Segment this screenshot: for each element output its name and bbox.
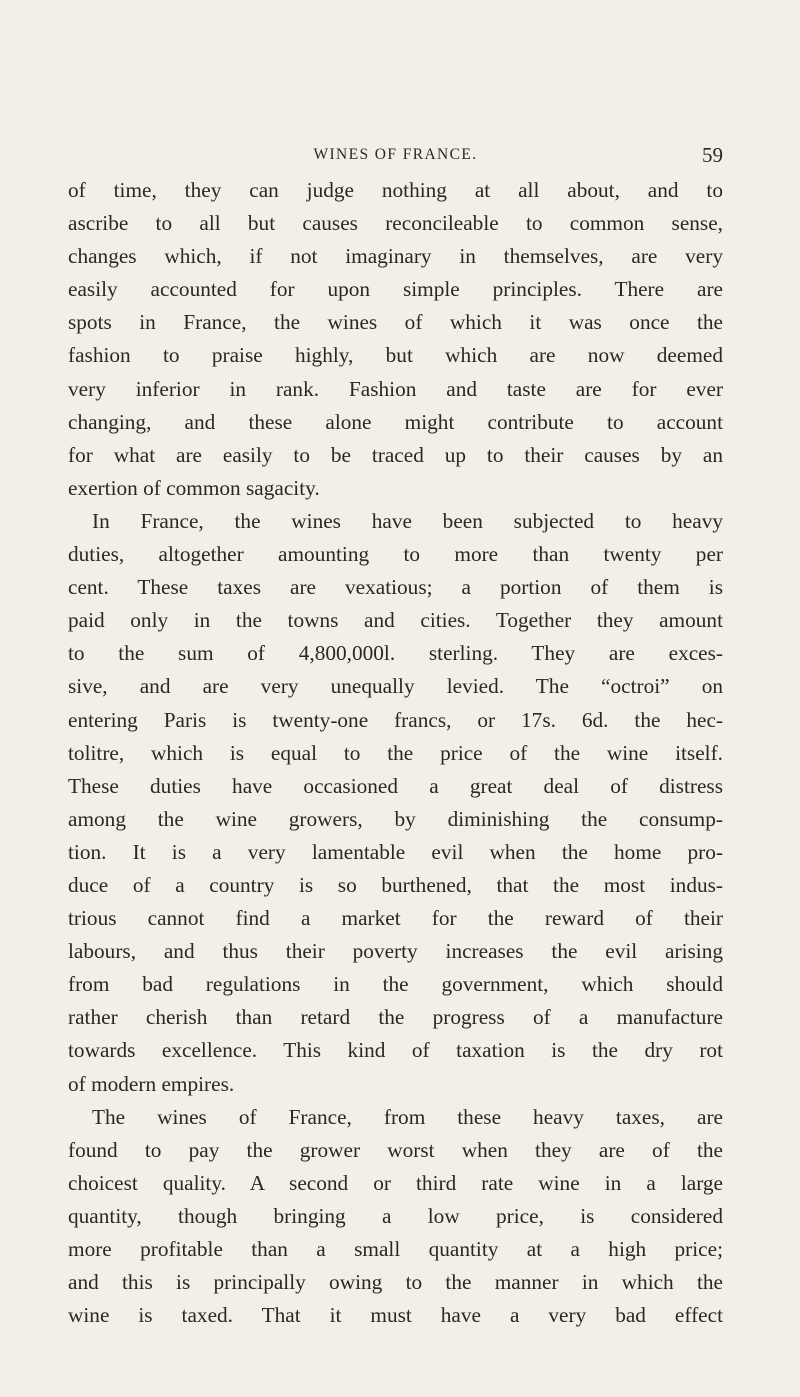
text-line: paid only in the towns and cities. Together they amount xyxy=(68,608,723,633)
text-line: for what are easily to be traced up to their causes by an xyxy=(68,442,723,467)
text-line: very inferior in rank. Fashion and taste are for ever xyxy=(68,376,723,401)
text-line: spots in France, the wines of which it was once the xyxy=(68,310,723,335)
text-line: rather cherish than retard the progress of a manufacture xyxy=(68,1005,723,1030)
text-line: from bad regulations in the government, which should xyxy=(68,972,723,997)
body-text xyxy=(68,174,723,1332)
paragraph-start-line: The wines of France, from these heavy taxes, are xyxy=(92,1104,723,1129)
text-line: choicest quality. A second or third rate wine in a large xyxy=(68,1170,723,1195)
text-line: changes which, if not imaginary in themselves, are very xyxy=(68,244,723,269)
text-line: cent. These taxes are vexatious; a portion of them is xyxy=(68,575,723,600)
text-line: changing, and these alone might contribute to account xyxy=(68,409,723,434)
text-line: more profitable than a small quantity at a high price; xyxy=(68,1237,723,1261)
text-line: trious cannot find a market for the reward of their xyxy=(68,906,723,931)
text-line: These duties have occasioned a great deal of distress xyxy=(68,773,723,798)
text-line: tolitre, which is equal to the price of the wine itself. xyxy=(68,740,723,765)
running-title: WINES OF FRANCE. xyxy=(313,146,478,163)
paragraph-end-line: of modern empires. xyxy=(68,1071,235,1096)
text-line: to the sum of 4,800,000l. sterling. They are exces- xyxy=(68,641,723,666)
text-line: quantity, though bringing a low price, is considered xyxy=(68,1203,723,1228)
text-line: of time, they can judge nothing at all about, and to xyxy=(68,178,723,202)
text-line: duties, altogether amounting to more than twenty per xyxy=(68,542,723,567)
text-line: sive, and are very unequally levied. The “octroi” on xyxy=(68,674,723,699)
text-line: ascribe to all but causes reconcileable to common sense, xyxy=(68,211,723,236)
text-line: tion. It is a very lamentable evil when the home pro- xyxy=(68,839,723,864)
text-line: among the wine growers, by diminishing the consump- xyxy=(68,806,723,831)
text-line: easily accounted for upon simple principles. There are xyxy=(68,277,723,302)
paragraph-start-line: In France, the wines have been subjected to heavy xyxy=(92,508,723,533)
text-line: duce of a country is so burthened, that the most indus- xyxy=(68,872,723,897)
text-line: wine is taxed. That it must have a very bad effect xyxy=(68,1303,723,1328)
text-line: towards excellence. This kind of taxation is the dry rot xyxy=(68,1038,723,1063)
page-header xyxy=(68,143,723,172)
text-line: labours, and thus their poverty increases the evil arising xyxy=(68,939,723,964)
paragraph-end-line: exertion of common sagacity. xyxy=(68,475,320,500)
text-line: found to pay the grower worst when they are of the xyxy=(68,1137,723,1162)
text-line: fashion to praise highly, but which are now deemed xyxy=(68,343,723,368)
page-number: 59 xyxy=(702,143,723,167)
text-line: entering Paris is twenty-one francs, or 17s. 6d. the hec- xyxy=(68,707,723,732)
text-line: and this is principally owing to the manner in which the xyxy=(68,1270,723,1295)
